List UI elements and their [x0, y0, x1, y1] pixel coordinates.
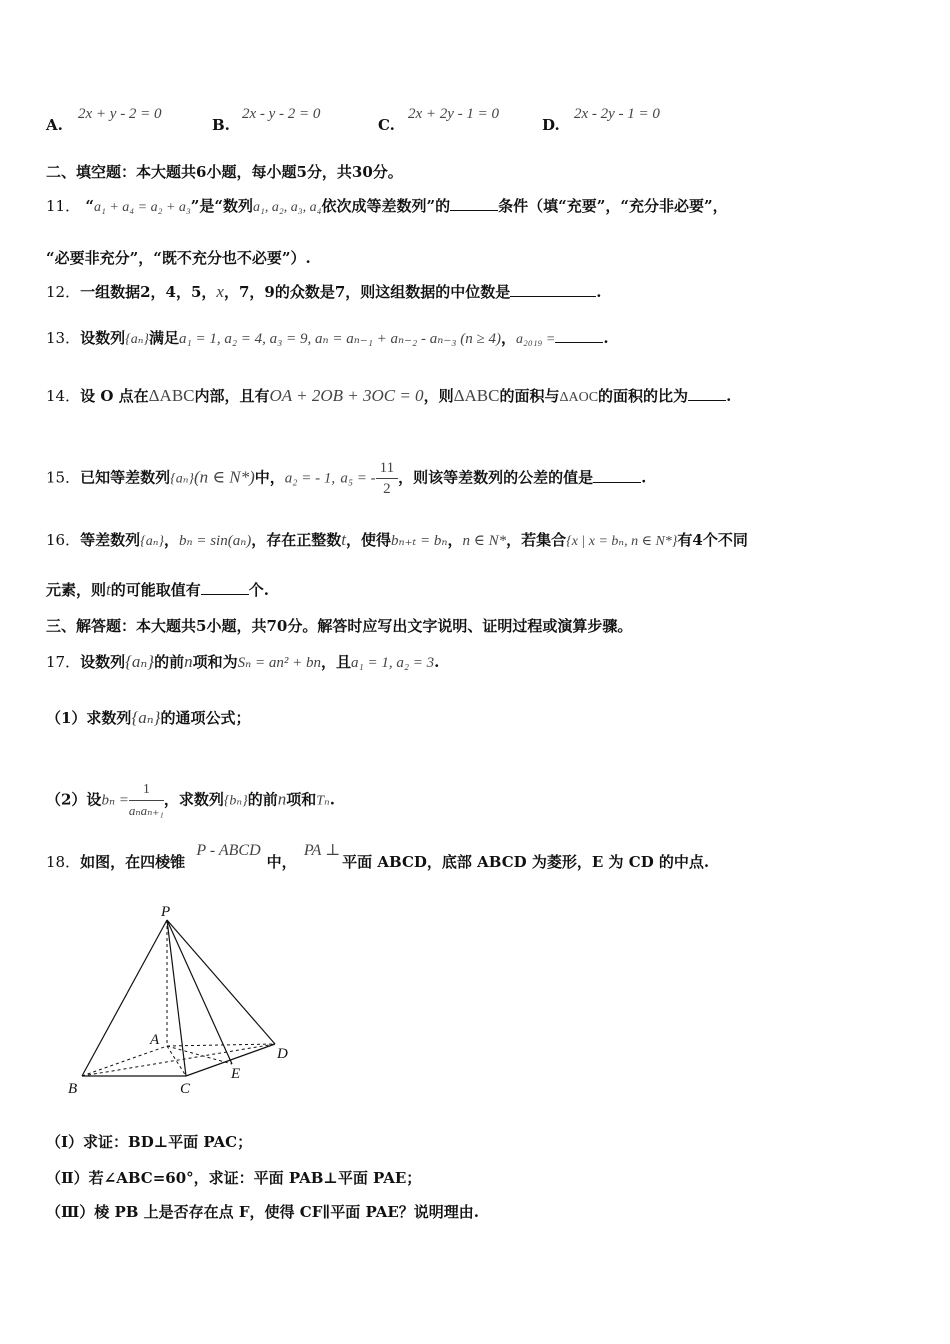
answer-blank[interactable]	[510, 282, 596, 297]
question-15: 15．已知等差数列{aₙ}(n ∈ N*)中，a₂ = - 1, a₅ = - $\frac{11}{2}$ ，则该等差数列的公差的值是 .	[46, 460, 647, 497]
vertex-label-a: A	[150, 1032, 160, 1048]
question-12: 12．一组数据2，4，5，x，7，9的众数是7，则这组数据的中位数是 .	[46, 282, 602, 301]
option-c-expr: 2x + 2y - 1 = 0	[408, 106, 500, 122]
option-b-expr: 2x - y - 2 = 0	[242, 106, 321, 122]
answer-blank[interactable]	[688, 386, 726, 401]
option-a-expr: 2x + y - 2 = 0	[78, 106, 162, 122]
point-label-e: E	[231, 1066, 241, 1082]
answer-blank[interactable]	[555, 328, 603, 343]
answer-blank[interactable]	[593, 468, 641, 483]
answer-blank[interactable]	[201, 580, 249, 595]
question-13: 13．设数列{aₙ}满足a₁ = 1, a₂ = 4, a₃ = 9, aₙ = aₙ₋₁ + aₙ₋₂ - aₙ₋₃ (n ≥ 4)，a₂₀₁₉ = .	[46, 329, 609, 347]
vertex-label-c: C	[180, 1081, 191, 1097]
pyramid-figure	[60, 896, 300, 1106]
question-11: 11． “a₁ + a₄ = a₂ + a₃”是“数列a₁, a₂, a₃, a₄依次成等差数列”的 条件（填“充要”，“充分非必要”，	[46, 197, 728, 215]
question-16-line2: 元素，则t的可能取值有 个.	[46, 580, 269, 599]
question-17-part2: （2）设bₙ = $\frac{1}{\text{aₙaₙ₊₁}}$ ，求数列{bₙ}的前n项和Tₙ.	[46, 782, 335, 818]
question-18-part1: （Ⅰ）求证：BD⊥平面 PAC；	[46, 1133, 253, 1151]
question-18: 18．如图，在四棱锥 P - ABCD中， PA ⊥平面 ABCD，底部 ABCD 为菱形，E 为 CD 的中点.	[46, 842, 710, 871]
question-11-line2: “必要非充分”，“既不充分也不必要”）.	[46, 249, 311, 267]
vertex-label-d: D	[277, 1046, 288, 1062]
option-c-label: C.	[378, 116, 395, 134]
vertex-label-b: B	[68, 1081, 78, 1097]
question-17-part1: （1）求数列{aₙ}的通项公式；	[46, 708, 251, 727]
section-3-heading: 三、解答题：本大题共5小题，共70分。解答时应写出文字说明、证明过程或演算步骤。	[46, 617, 633, 635]
answer-blank[interactable]	[450, 196, 498, 211]
vertex-label-p: P	[161, 904, 171, 920]
question-18-part3: （Ⅲ）棱 PB 上是否存在点 F，使得 CF∥平面 PAE？说明理由.	[46, 1203, 479, 1221]
question-18-part2: （Ⅱ）若∠ABC=60°，求证：平面 PAB⊥平面 PAE；	[46, 1169, 422, 1187]
question-17: 17．设数列{aₙ}的前n项和为Sₙ = an² + bn，且a₁ = 1, a₂ = 3.	[46, 652, 440, 671]
option-d-expr: 2x - 2y - 1 = 0	[574, 106, 660, 122]
option-b-label: B.	[212, 116, 230, 134]
question-14: 14．设 O 点在ΔABC内部，且有OA + 2OB + 3OC = 0，则ΔABC的面积与ΔAOC的面积的比为 .	[46, 386, 732, 405]
option-a-label: A.	[46, 116, 63, 134]
question-16: 16．等差数列{aₙ}，bₙ = sin(aₙ)，存在正整数t，使得bₙ₊ₜ = bₙ，n ∈ N*，若集合{x | x = bₙ, n ∈ N*}有4个不同	[46, 530, 748, 549]
section-2-heading: 二、填空题：本大题共6小题，每小题5分，共30分。	[46, 163, 403, 181]
option-d-label: D.	[542, 116, 560, 134]
